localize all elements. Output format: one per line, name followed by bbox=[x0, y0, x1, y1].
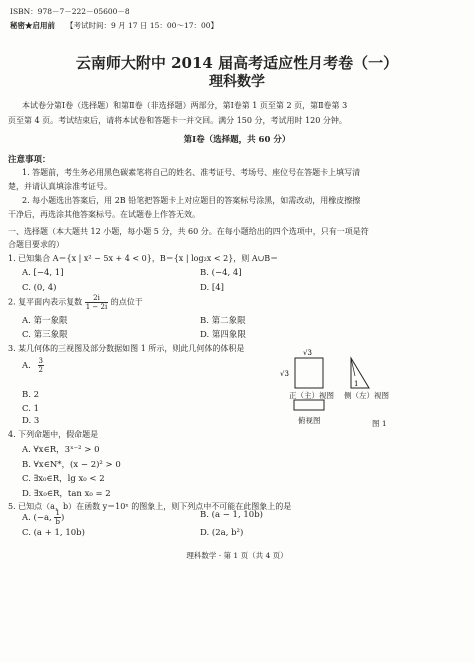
intro-line-1: 本试卷分第Ⅰ卷（选择题）和第Ⅱ卷（非选择题）两部分，第Ⅰ卷第 1 页至第 2 页，第Ⅱ卷第 3 bbox=[22, 101, 348, 110]
q3-option-d: D. 3 bbox=[22, 416, 40, 426]
notice-1-line-2: 楚，并请认真填涂准考证号。 bbox=[8, 182, 112, 191]
q4-option-a: A. ∀x∈R，3ˣ⁻² > 0 bbox=[22, 445, 100, 455]
q2-fraction bbox=[85, 294, 108, 311]
q3-a-denominator: 2 bbox=[38, 366, 44, 374]
q1-stem: 1. 已知集合 A＝{x | x² − 5x + 4 < 0}，B＝{x | log₂x < 2}，则 A∪B＝ bbox=[8, 254, 279, 263]
q5-a-numerator: 1 bbox=[55, 509, 60, 517]
page-title: 云南师大附中 2014 届高考适应性月考卷（一） bbox=[75, 54, 399, 72]
side-view-caption: 侧（左）视图 bbox=[344, 391, 389, 400]
q3-option-a-fraction bbox=[38, 357, 44, 374]
q2-option-c: C. 第三象限 bbox=[22, 330, 68, 340]
q2-option-b: B. 第二象限 bbox=[200, 316, 246, 326]
secret-label: 秘密★启用前 bbox=[10, 21, 55, 30]
q5-option-b: B. (a − 1, 10b) bbox=[200, 510, 263, 520]
q2-option-a: A. 第一象限 bbox=[22, 316, 68, 326]
q3-a-numerator: 3 bbox=[38, 357, 44, 365]
q5-a-denominator: b bbox=[55, 518, 60, 526]
notice-title: 注意事项： bbox=[8, 155, 51, 165]
side-view-width-label: 1 bbox=[354, 380, 359, 388]
q5-option-a-pre: A. (−a, bbox=[22, 513, 55, 523]
q5-option-a bbox=[22, 509, 64, 526]
q5-option-c: C. (a + 1, 10b) bbox=[22, 528, 85, 538]
q5-stem: 5. 已知点（a，b）在函数 y＝10ˣ 的图象上，则下列点中不可能在此图象上的是 bbox=[8, 502, 292, 511]
q2-fraction-numerator: 2i bbox=[85, 294, 108, 303]
notice-1-line-1: 1. 答题前，考生务必用黑色碳素笔将自己的姓名、准考证号、考场号、座位号在答题卡上填写清 bbox=[22, 168, 361, 177]
front-view-top-label: √3 bbox=[303, 349, 312, 357]
section-1-head-line-1: 一、选择题（本大题共 12 小题，每小题 5 分，共 60 分。在每小题给出的四个选项中，只有一项是符 bbox=[8, 227, 369, 236]
front-view-caption: 正（主）视图 bbox=[289, 391, 334, 400]
top-view-caption: 俯视图 bbox=[298, 416, 321, 425]
notice-2-line-1: 2. 每小题选出答案后，用 2B 铅笔把答题卡上对应题目的答案标号涂黑，如需改动，用橡皮擦擦 bbox=[22, 196, 361, 205]
section-1-head-line-2: 合题目要求的） bbox=[8, 240, 64, 249]
part-1-title: 第Ⅰ卷（选择题，共 60 分） bbox=[183, 135, 291, 145]
q2-option-d: D. 第四象限 bbox=[200, 330, 246, 340]
q1-option-b: B. (−4, 4] bbox=[200, 268, 242, 278]
subject-title: 理科数学 bbox=[209, 74, 265, 90]
q2-stem bbox=[8, 294, 143, 311]
q5-option-a-post: ) bbox=[60, 513, 65, 523]
intro-line-2: 页至第 4 页。考试结束后，请将本试卷和答题卡一并交回。满分 150 分，考试用时 120 分钟。 bbox=[8, 116, 347, 125]
top-view-shape bbox=[294, 400, 324, 410]
front-view-square bbox=[295, 358, 323, 388]
q1-option-c: C. (0, 4) bbox=[22, 283, 57, 293]
top-view-rect bbox=[292, 398, 332, 412]
exam-time: 【考试时间：9 月 17 日 15：00～17：00】 bbox=[66, 21, 219, 30]
q4-option-d: D. ∃x₀∈R，tan x₀ = 2 bbox=[22, 489, 111, 499]
q5-option-d: D. (2a, b²) bbox=[200, 528, 244, 538]
q2-stem-pre: 2. 复平面内表示复数 bbox=[8, 297, 83, 307]
page-footer: 理科数学 · 第 1 页（共 4 页） bbox=[186, 551, 288, 560]
q4-option-b: B. ∀x∈N*，(x − 2)² > 0 bbox=[22, 460, 121, 470]
q1-option-d: D. [4] bbox=[200, 283, 224, 293]
q4-stem: 4. 下列命题中，假命题是 bbox=[8, 430, 99, 439]
q3-option-a bbox=[22, 357, 44, 374]
q2-stem-post: 的点位于 bbox=[110, 297, 143, 307]
q3-stem: 3. 某几何体的三视图及部分数据如图 1 所示，则此几何体的体积是 bbox=[8, 344, 245, 353]
front-view-left-label: √3 bbox=[280, 370, 289, 378]
q1-option-a: A. [−4, 1] bbox=[22, 268, 64, 278]
q4-option-c: C. ∃x₀∈R，lg x₀ < 2 bbox=[22, 474, 105, 484]
q2-fraction-denominator: 1 − 2i bbox=[85, 303, 108, 311]
isbn-text: ISBN：978－7－222－05600－8 bbox=[10, 7, 130, 16]
q3-option-c: C. 1 bbox=[22, 404, 40, 414]
notice-2-line-2: 干净后，再选涂其他答案标号。在试题卷上作答无效。 bbox=[8, 210, 200, 219]
figure-caption: 图 1 bbox=[372, 419, 387, 428]
q3-option-a-label: A. bbox=[22, 361, 31, 371]
q3-option-b: B. 2 bbox=[22, 390, 40, 400]
